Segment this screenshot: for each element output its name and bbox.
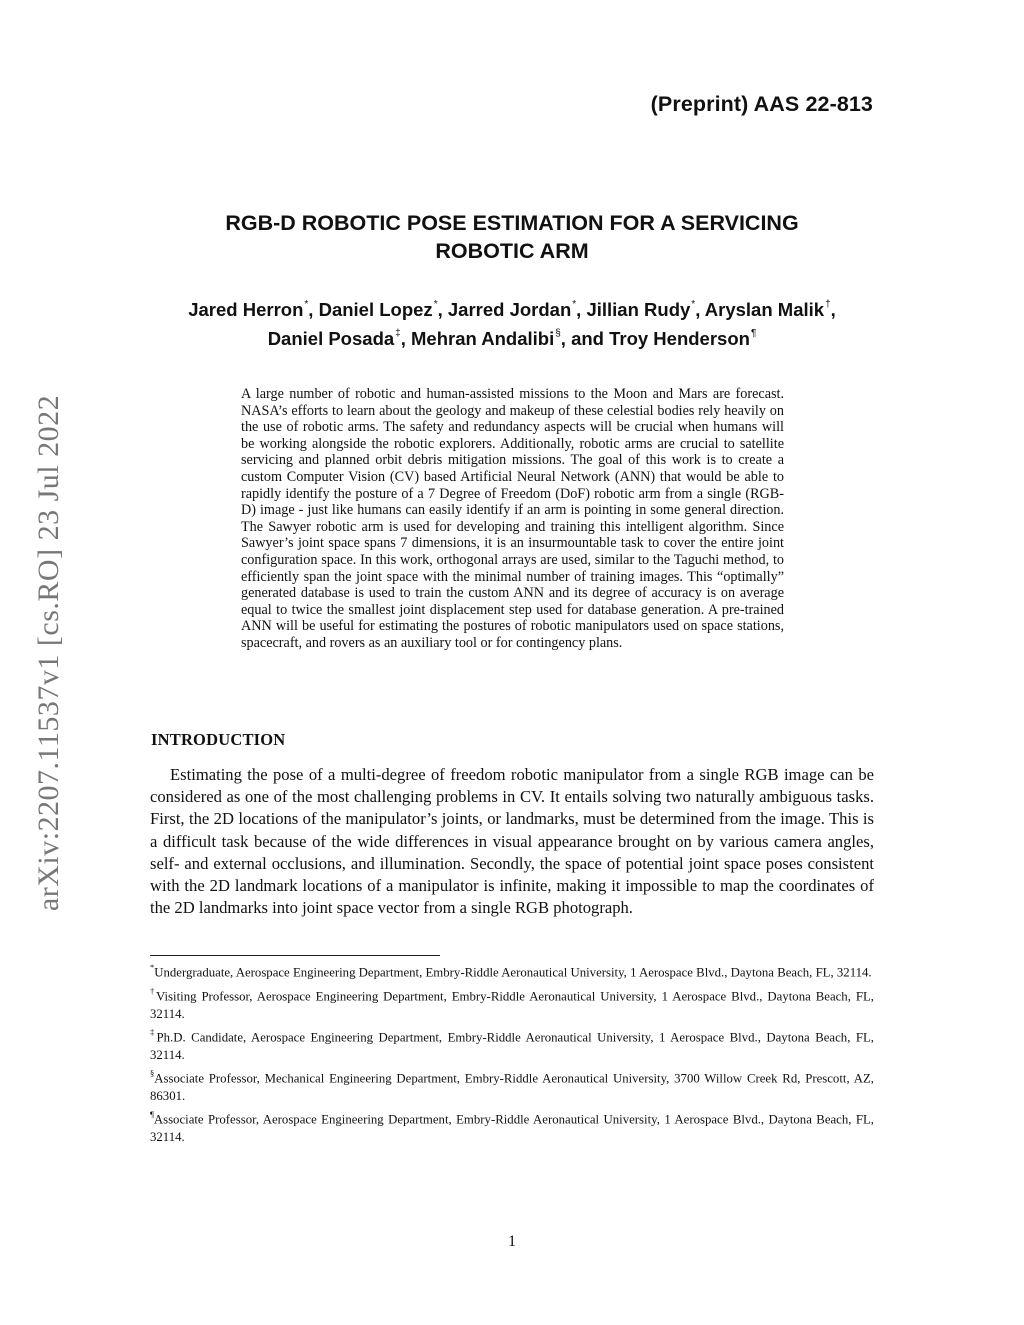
footnotes xyxy=(150,960,874,1149)
footnote-text: Associate Professor, Aerospace Engineering Department, Embry-Riddle Aeronautical University, 1 Aerospace Blvd., Daytona Beach, FL, 32114. xyxy=(150,1112,874,1145)
author-name: and Troy Henderson¶ xyxy=(571,328,757,350)
title-line-2: ROBOTIC ARM xyxy=(435,239,589,263)
affiliation-mark: ¶ xyxy=(750,328,757,340)
introduction-paragraph: Estimating the pose of a multi-degree of freedom robotic manipulator from a single RGB image can be considered as one of the most challenging problems in CV. It entails solving two naturally ambiguous tasks. First, the 2D locations of the manipulator’s joints, or landmarks, must be determined from the image. This is a difficult task because of the wide differences in visual appearance brought on by various camera angles, self- and external occlusions, and illumination. Secondly, the space of potential joint space poses consistent with the 2D landmark locations of a manipulator is infinite, making it impossible to map the coordinates of the 2D landmarks into joint space vector from a single RGB photograph. xyxy=(150,765,874,918)
author-separator: , xyxy=(830,299,836,321)
footnote-divider xyxy=(150,955,440,956)
preprint-label: (Preprint) AAS 22-813 xyxy=(650,92,873,116)
author-separator: , xyxy=(560,328,572,350)
page-number: 1 xyxy=(508,1233,516,1250)
author-name: Mehran Andalibi§ xyxy=(411,328,561,350)
introduction-body xyxy=(150,764,874,919)
footnote xyxy=(150,1107,874,1146)
affiliation-mark: * xyxy=(691,299,696,310)
title-line-1: RGB-D ROBOTIC POSE ESTIMATION FOR A SERVICING xyxy=(225,211,799,235)
footnote xyxy=(150,1025,874,1064)
footnote-text: Undergraduate, Aerospace Engineering Department, Embry-Riddle Aeronautical University, 1 Aerospace Blvd., Daytona Beach, FL, 32114. xyxy=(154,965,872,980)
footnote-text: Associate Professor, Mechanical Engineering Department, Embry-Riddle Aeronautical University, 3700 Willow Creek Rd, Prescott, AZ, 86301. xyxy=(150,1071,874,1104)
footnote-mark: § xyxy=(150,1068,155,1079)
affiliation-mark: § xyxy=(555,328,561,340)
author-name: Daniel Lopez* xyxy=(318,299,438,321)
footnote xyxy=(150,984,874,1023)
abstract-text: A large number of robotic and human-assisted missions to the Moon and Mars are forecast. NASA’s efforts to learn about the geology and makeup of these celestial bodies rely heavily on the use of robotic arms. The safety and redundancy aspects will be crucial when humans will be working alongside the robotic explorers. Additionally, robotic arms are crucial to satellite servicing and planned orbit debris mitigation missions. The goal of this work is to create a custom Computer Vision (CV) based Artificial Neural Network (ANN) that would be able to rapidly identify the posture of a 7 Degree of Freedom (DoF) robotic arm from a single (RGB-D) image - just like humans can easily identify if an arm is pointing in some general direction. The Sawyer robotic arm is used for developing and training this intelligent algorithm. Since Sawyer’s joint space spans 7 dimensions, it is an insurmountable task to cover the entire joint configuration space. In this work, orthogonal arrays are used, similar to the Taguchi method, to efficiently span the joint space with the minimal number of training images. This “optimally” generated database is used to train the custom ANN and its degree of accuracy is on average equal to twice the smallest joint displacement step used for database generation. A pre-trained ANN will be useful for estimating the postures of robotic manipulators used on space stations, spacecraft, and rovers as an auxiliary tool or for contingency plans. xyxy=(241,386,784,651)
footnote xyxy=(150,1066,874,1105)
footnote-mark: * xyxy=(150,962,155,972)
author-name: Aryslan Malik† xyxy=(704,299,831,321)
arxiv-stamp: arXiv:2207.11537v1 [cs.RO] 23 Jul 2022 xyxy=(32,394,65,912)
affiliation-mark: * xyxy=(433,299,438,310)
author-name: Jarred Jordan* xyxy=(447,299,577,321)
affiliation-mark: * xyxy=(304,299,309,310)
footnote-mark: † xyxy=(150,985,157,996)
footnote-mark: ‡ xyxy=(150,1026,157,1037)
author-line-1 xyxy=(150,294,874,323)
author-separator: , xyxy=(400,328,411,350)
abstract xyxy=(241,386,784,652)
author-name: Jillian Rudy* xyxy=(586,299,696,321)
affiliation-mark: † xyxy=(825,299,831,310)
footnote-text: Visiting Professor, Aerospace Engineering Department, Embry-Riddle Aeronautical University, 1 Aerospace Blvd., Daytona Beach, FL, 32114. xyxy=(150,988,874,1021)
affiliation-mark: * xyxy=(572,299,577,310)
paper-title xyxy=(150,209,874,265)
affiliation-mark: ‡ xyxy=(395,328,401,340)
author-line-2 xyxy=(150,323,874,352)
footnote xyxy=(150,960,874,982)
author-separator: , xyxy=(695,299,705,321)
author-name: Jared Herron* xyxy=(188,299,309,321)
author-separator: , xyxy=(308,299,319,321)
author-name: Daniel Posada‡ xyxy=(267,328,401,350)
footnote-mark: ¶ xyxy=(150,1109,154,1120)
footnote-text: Ph.D. Candidate, Aerospace Engineering Department, Embry-Riddle Aeronautical University, 1 Aerospace Blvd., Daytona Beach, FL, 32114. xyxy=(150,1030,874,1062)
author-list xyxy=(150,294,874,352)
author-separator: , xyxy=(576,299,587,321)
author-separator: , xyxy=(437,299,448,321)
section-heading-introduction: INTRODUCTION xyxy=(151,730,286,749)
